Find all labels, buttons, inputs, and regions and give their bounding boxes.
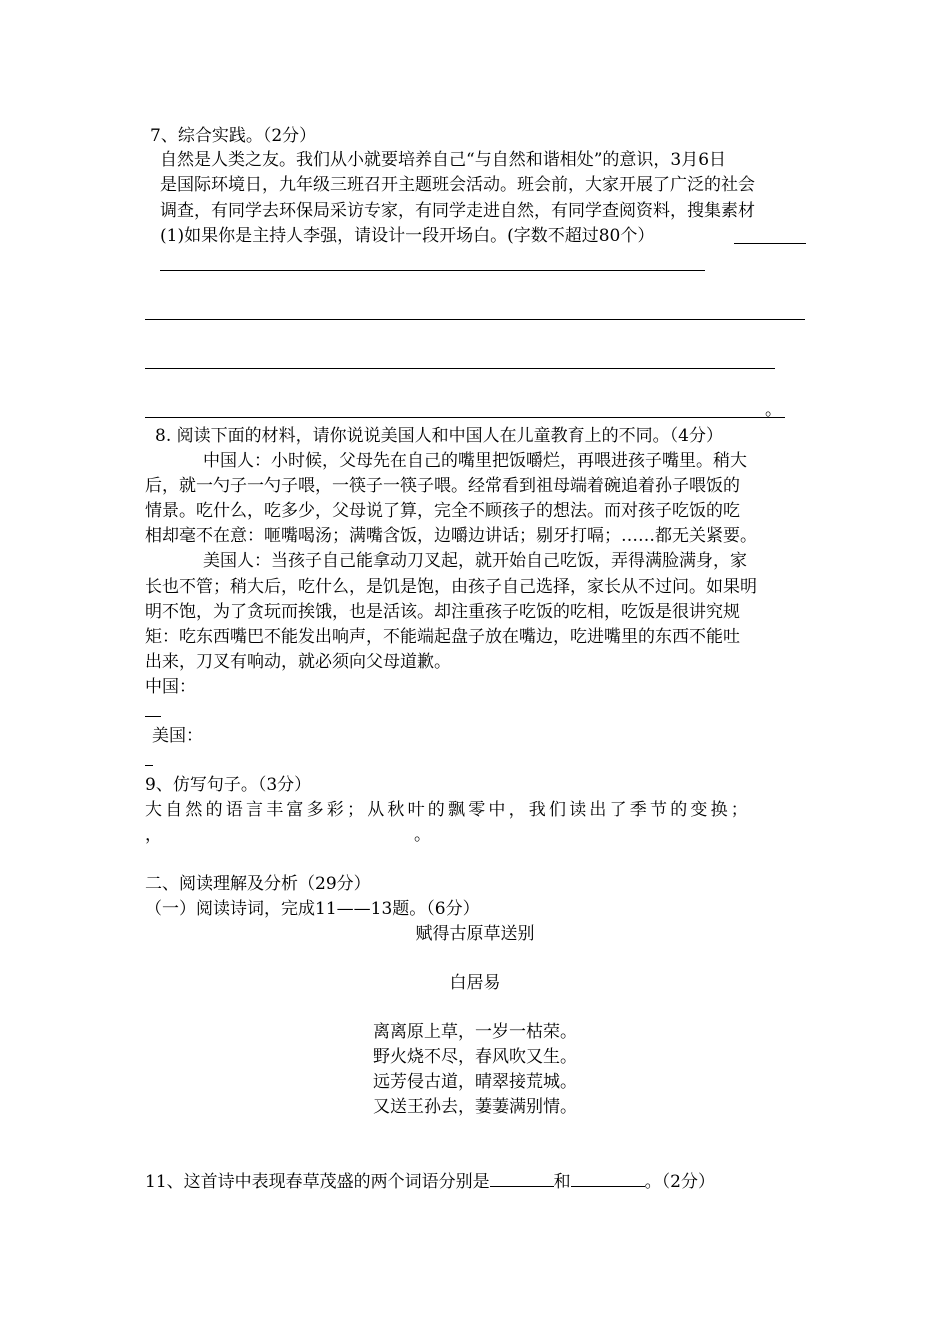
q7-line-3: 调查，有同学去环保局采访专家，有同学走进自然，有同学查阅资料，搜集素材 xyxy=(160,201,755,221)
section2-title: 二、阅读理解及分析（29分） xyxy=(145,874,371,894)
q7-answer-line-0 xyxy=(734,243,806,244)
q7-end-mark: 。 xyxy=(765,400,782,420)
q8-line-6: 长也不管；稍大后，吃什么，是饥是饱，由孩子自己选择，家长从不过问。如果明 xyxy=(145,577,757,597)
q8-line-9: 出来，刀叉有响动，就必须向父母道歉。 xyxy=(145,652,451,672)
q8-label-china: 中国： xyxy=(145,677,196,697)
poem-title: 赋得古原草送别 xyxy=(415,924,535,944)
q7-line-1: 自然是人类之友。我们从小就要培养自己“与自然和谐相处”的意识，3月6日 xyxy=(160,150,727,170)
q7-line-2: 是国际环境日，九年级三班召开主题班会活动。班会前，大家开展了广泛的社会 xyxy=(160,175,755,195)
q7-answer-line-1 xyxy=(160,270,705,271)
q8-line-2: 后，就一勺子一勺子喂，一筷子一筷子喂。经常看到祖母端着碗追着孙子喂饭的 xyxy=(145,476,740,496)
q8-line-8: 矩：吃东西嘴巴不能发出响声，不能端起盘子放在嘴边，吃进嘴里的东西不能吐 xyxy=(145,627,740,647)
poem-author: 白居易 xyxy=(449,973,501,993)
q11-prefix: 11、这首诗中表现春草茂盛的两个词语分别是 xyxy=(145,1172,490,1192)
q7-answer-line-3 xyxy=(145,368,775,369)
q8-line-5: 美国人：当孩子自己能拿动刀叉起，就开始自己吃饭，弄得满脸满身，家 xyxy=(203,551,747,571)
q8-china-answer-line xyxy=(145,716,161,717)
q8-label-usa: 美国： xyxy=(152,726,203,746)
q7-prompt: (1)如果你是主持人李强，请设计一段开场白。(字数不超过80个） xyxy=(160,226,655,246)
q7-answer-line-2 xyxy=(145,319,805,320)
q8-line-7: 明不饱，为了贪玩而挨饿，也是活该。却注重孩子吃饭的吃相，吃饭是很讲究规 xyxy=(145,602,740,622)
q9-line-1: 大自然的语言丰富多彩；从秋叶的飘零中，我们读出了季节的变换； xyxy=(145,800,751,820)
q8-usa-answer-line xyxy=(145,765,153,766)
q8-line-1: 中国人：小时候，父母先在自己的嘴里把饭嚼烂，再喂进孩子嘴里。稍大 xyxy=(203,451,747,471)
poem-line-4: 又送王孙去，萋萋满别情。 xyxy=(373,1097,577,1117)
poem-line-1: 离离原上草，一岁一枯荣。 xyxy=(373,1022,577,1042)
q11-and: 和 xyxy=(553,1172,571,1192)
section2-subtitle: （一）阅读诗词，完成11——13题。（6分） xyxy=(145,899,480,919)
q8-title: 8. 阅读下面的材料，请你说说美国人和中国人在儿童教育上的不同。（4分） xyxy=(155,426,723,446)
poem-line-3: 远芳侵古道，晴翠接荒城。 xyxy=(373,1072,577,1092)
q8-line-3: 情景。吃什么，吃多少，父母说了算，完全不顾孩子的想法。而对孩子吃饭的吃 xyxy=(145,501,740,521)
q11-suffix: 。（2分） xyxy=(644,1172,715,1192)
q7-answer-line-4 xyxy=(145,417,785,418)
q9-title: 9、仿写句子。（3分） xyxy=(145,775,312,795)
q9-period: 。 xyxy=(414,825,431,845)
q11-answer-blank-2 xyxy=(571,1170,645,1187)
poem-line-2: 野火烧不尽，春风吹又生。 xyxy=(373,1047,577,1067)
q11-answer-blank-1 xyxy=(490,1170,554,1187)
q9-comma: ， xyxy=(145,825,162,845)
q11-line xyxy=(145,1170,715,1191)
q8-line-4: 相却毫不在意：咂嘴喝汤；满嘴含饭，边嚼边讲话；剔牙打嗝；……都无关紧要。 xyxy=(145,526,757,546)
q7-title: 7、综合实践。（2分） xyxy=(150,126,317,146)
